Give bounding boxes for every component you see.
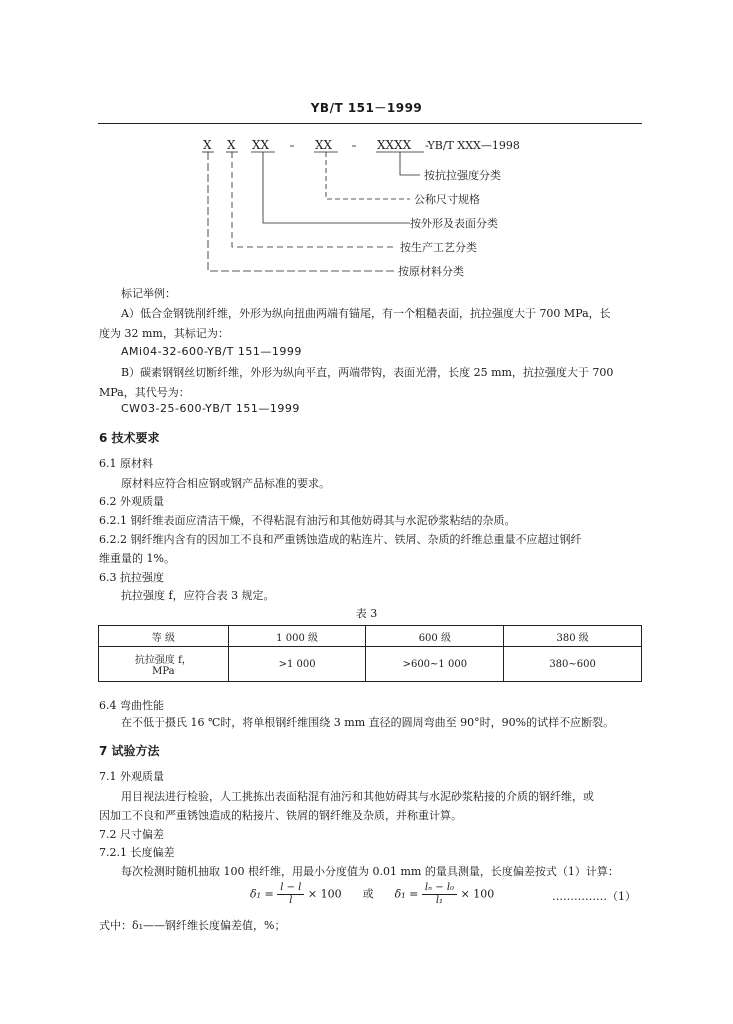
table-row-label-line2: MPa: [152, 666, 175, 677]
code-part-xx2: XX: [315, 138, 333, 152]
section-6-4-heading: 6.4 弯曲性能: [99, 699, 164, 712]
example-a-line2: 度为 32 mm，其标记为：: [99, 327, 229, 340]
section-7-1-line2: 因加工不良和严重锈蚀造成的粘接片、铁屑的钢纤维及杂质，并称重计算。: [99, 809, 462, 822]
table-3: [98, 625, 642, 682]
formula-numerator-1: l − l: [277, 882, 304, 895]
section-7-title: 7 试验方法: [99, 744, 160, 758]
section-7-2-1-heading: 7.2.1 长度偏差: [99, 846, 175, 859]
section-7-1-heading: 7.1 外观质量: [99, 770, 164, 783]
section-6-3-heading: 6.3 抗拉强度: [99, 571, 164, 584]
table-header-row: [99, 626, 642, 647]
formula-1: [250, 882, 494, 907]
code-part-suffix: -YB/T XXX—1998: [425, 139, 520, 152]
table-cell-380: 380~600: [504, 647, 642, 682]
label-tensile-strength: 按抗拉强度分类: [424, 169, 501, 182]
formula-denominator-1: l: [289, 895, 293, 906]
example-b-code: CW03-25-600-YB/T 151—1999: [121, 402, 300, 415]
section-7-2-1-text: 每次检测时随机抽取 100 根纤维，用最小分度值为 0.01 mm 的量具测量，长度偏差按式（1）计算：: [121, 865, 619, 878]
section-6-title: 6 技术要求: [99, 431, 160, 445]
table-header-380: 380 级: [504, 626, 642, 647]
section-7-1-line1: 用目视法进行检验，人工挑拣出表面粘混有油污和其他妨碍其与水泥砂浆粘接的介质的钢纤维，或: [121, 790, 594, 803]
label-nominal-size: 公称尺寸规格: [414, 193, 480, 206]
section-6-1-text: 原材料应符合相应钢或钢产品标准的要求。: [121, 477, 330, 490]
section-6-2-2-line1: 6.2.2 钢纤维内含有的因加工不良和严重锈蚀造成的粘连片、铁屑、杂质的纤维总重量不应超过钢纤: [99, 533, 582, 546]
example-b-line1: B）碳素钢钢丝切断纤维，外形为纵向平直，两端带钩，表面光滑，长度 25 mm，抗拉强度大于 700: [121, 366, 614, 379]
section-6-4-text: 在不低于摄氏 16 ℃时，将单根钢纤维围绕 3 mm 直径的圆周弯曲至 90°时，90%的试样不应断裂。: [121, 716, 615, 729]
code-part-x1: X: [203, 138, 212, 152]
formula-fraction-1: [277, 882, 304, 907]
example-a-code: AMi04-32-600-YB/T 151—1999: [121, 345, 302, 358]
label-process: 按生产工艺分类: [400, 241, 477, 254]
section-6-3-text: 抗拉强度 f，应符合表 3 规定。: [121, 589, 275, 602]
section-7-2-heading: 7.2 尺寸偏差: [99, 828, 164, 841]
label-shape-surface: 按外形及表面分类: [410, 217, 498, 230]
table-row-label: [99, 647, 229, 682]
formula-numerator-2: lₙ − l₀: [422, 882, 457, 895]
table-header-1000: 1 000 级: [228, 626, 366, 647]
table-3-caption: 表 3: [355, 607, 378, 620]
code-part-x2: X: [227, 138, 236, 152]
example-b-line2: MPa，其代号为：: [99, 386, 190, 399]
formula-number: ……………（1）: [552, 890, 636, 903]
page-header: YB/T 151－1999: [310, 101, 423, 115]
formula-lhs-2: δ₁ =: [394, 887, 419, 901]
formula-lhs-1: δ₁ =: [250, 887, 274, 901]
example-a-line1: A）低合金钢铣削纤维，外形为纵向扭曲两端有锚尾，有一个粗糙表面，抗拉强度大于 700 MPa，长: [121, 307, 611, 320]
table-cell-600: >600~1 000: [366, 647, 504, 682]
formula-or: 或: [362, 887, 374, 901]
code-diagram: [0, 0, 733, 290]
section-6-1-heading: 6.1 原材料: [99, 457, 153, 470]
formula-denominator-2: l₁: [435, 895, 444, 906]
formula-where: 式中：δ₁——钢纤维长度偏差值，%；: [99, 919, 286, 932]
examples-heading: 标记举例：: [121, 287, 176, 300]
table-row-label-line1: 抗拉强度 f，: [134, 655, 192, 666]
table-header-grade: 等 级: [99, 626, 229, 647]
table-header-600: 600 级: [366, 626, 504, 647]
code-part-xxxx: XXXX: [377, 138, 412, 152]
formula-multiplier-2: × 100: [460, 887, 495, 901]
table-cell-1000: >1 000: [228, 647, 366, 682]
label-raw-material: 按原材料分类: [398, 265, 464, 278]
formula-multiplier-1: × 100: [307, 887, 342, 901]
section-6-2-heading: 6.2 外观质量: [99, 495, 164, 508]
table-row: [99, 647, 642, 682]
section-6-2-1-text: 6.2.1 钢纤维表面应清洁干燥，不得粘混有油污和其他妨碍其与水泥砂浆粘结的杂质。: [99, 514, 516, 527]
section-6-2-2-line2: 维重量的 1%。: [99, 552, 175, 565]
code-part-xx1: XX: [252, 138, 270, 152]
formula-fraction-2: [422, 882, 457, 907]
